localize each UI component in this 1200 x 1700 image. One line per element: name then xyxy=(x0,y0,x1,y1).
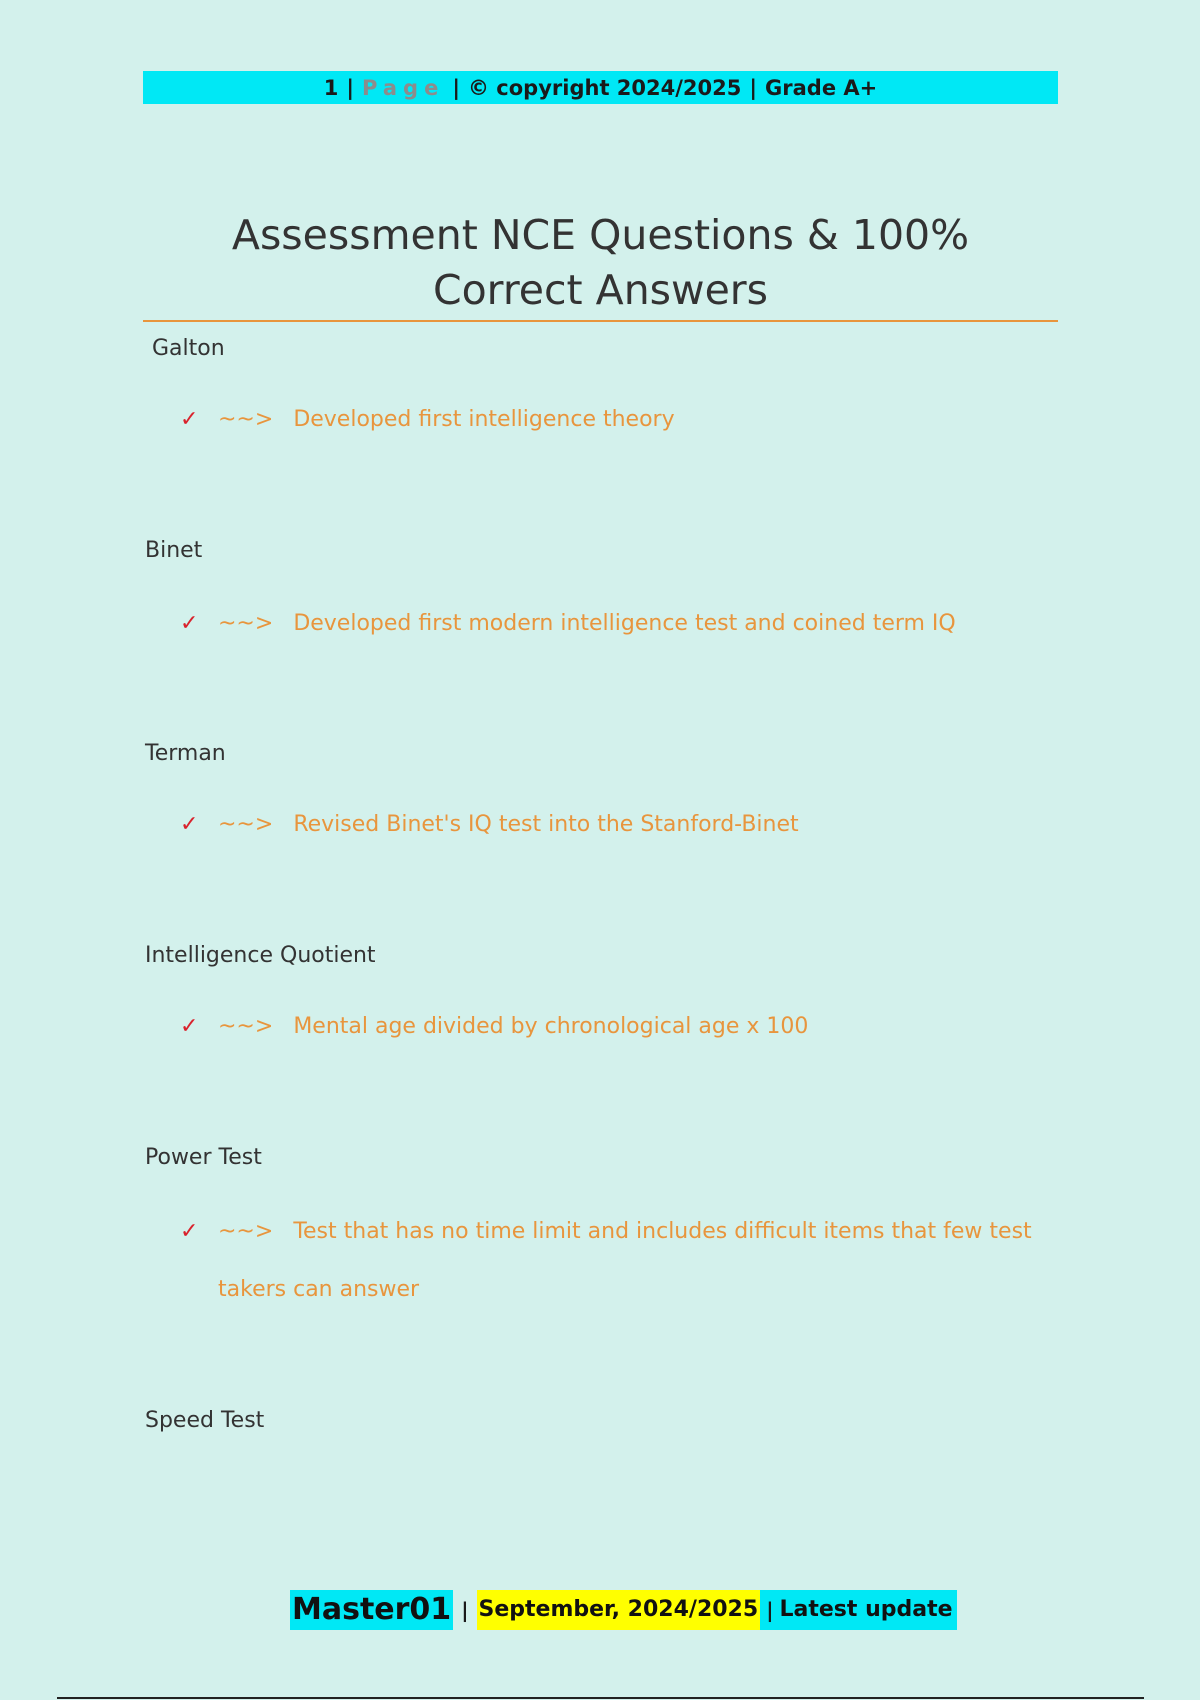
answer-text: Developed first intelligence theory xyxy=(293,407,675,432)
update-label: Latest update xyxy=(780,1590,957,1630)
term-terman: Terman xyxy=(145,741,226,766)
title-underline xyxy=(143,320,1058,322)
title-line-1: Assessment NCE Questions & 100% xyxy=(231,211,970,259)
answer-text: Mental age divided by chronological age x 100 xyxy=(293,1014,809,1039)
answer-galton xyxy=(180,391,1060,449)
header-separator: | xyxy=(346,75,355,100)
bottom-divider xyxy=(57,1697,1144,1699)
term-galton: Galton xyxy=(152,336,225,361)
header-separator: | xyxy=(749,75,758,100)
answer-intelligence-quotient xyxy=(180,998,1060,1056)
page-label: Page xyxy=(362,75,445,100)
term-power-test: Power Test xyxy=(145,1145,262,1170)
arrow-marker: ~~> xyxy=(218,1014,274,1039)
answer-power-test xyxy=(180,1203,1060,1319)
arrow-marker: ~~> xyxy=(218,812,274,837)
update-date: September, 2024/2025 xyxy=(477,1590,761,1630)
answer-text: Revised Binet's IQ test into the Stanford-Binet xyxy=(293,812,799,837)
arrow-marker: ~~> xyxy=(218,407,274,432)
title-line-2: Correct Answers xyxy=(432,266,769,314)
check-icon: ✓ xyxy=(180,407,199,432)
term-binet: Binet xyxy=(145,538,203,563)
page-number: 1 xyxy=(323,75,339,100)
answer-binet xyxy=(180,595,1060,653)
check-icon: ✓ xyxy=(180,1219,199,1244)
answer-text: Developed first modern intelligence test and coined term IQ xyxy=(293,611,956,636)
header-separator: | xyxy=(452,75,460,100)
page-header xyxy=(143,71,1058,104)
copyright-text: © copyright 2024/2025 xyxy=(468,75,742,100)
page-footer xyxy=(290,1590,957,1630)
author-name: Master01 xyxy=(290,1590,453,1630)
term-intelligence-quotient: Intelligence Quotient xyxy=(145,943,376,968)
grade-text: Grade A+ xyxy=(765,75,878,100)
footer-separator: | xyxy=(461,1598,469,1622)
arrow-marker: ~~> xyxy=(218,611,274,636)
document-title xyxy=(143,208,1058,318)
answer-terman xyxy=(180,796,1060,854)
term-speed-test: Speed Test xyxy=(145,1408,265,1433)
answer-text: Test that has no time limit and includes difficult items that few test takers can answer xyxy=(218,1219,1032,1302)
check-icon: ✓ xyxy=(180,812,199,837)
arrow-marker: ~~> xyxy=(218,1219,274,1244)
check-icon: ✓ xyxy=(180,611,199,636)
check-icon: ✓ xyxy=(180,1014,199,1039)
footer-separator: | xyxy=(760,1590,779,1630)
